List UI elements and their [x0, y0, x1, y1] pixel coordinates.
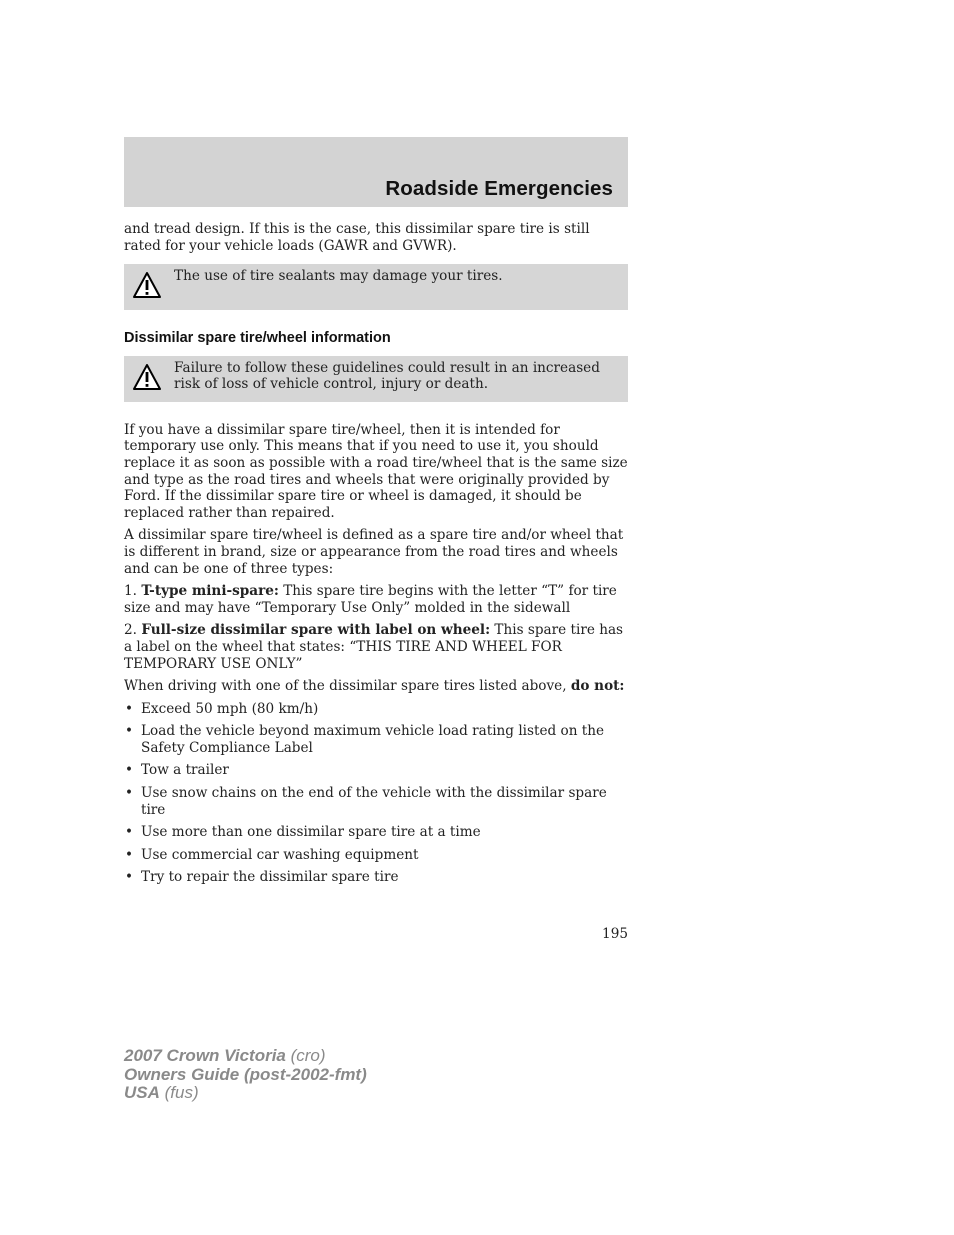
- list-item-text: Tow a trailer: [141, 762, 229, 779]
- warning-box-sealants: [124, 264, 628, 310]
- list-item: [124, 824, 628, 841]
- do-not-bold: do not:: [570, 678, 625, 695]
- document-footer: [124, 1047, 367, 1103]
- type-number: 1.: [124, 583, 137, 600]
- do-not-list: [124, 701, 628, 886]
- bullet-icon: •: [125, 869, 134, 886]
- footer-line-guide: [124, 1066, 367, 1085]
- bullet-icon: •: [125, 824, 134, 841]
- section-header-band: [124, 137, 628, 207]
- bullet-icon: •: [125, 785, 134, 802]
- list-item-text: Try to repair the dissimilar spare tire: [141, 869, 399, 886]
- footer-model-name: 2007 Crown Victoria: [124, 1046, 286, 1065]
- list-item: [124, 869, 628, 886]
- list-item-text: Exceed 50 mph (80 km/h): [141, 700, 319, 717]
- footer-region-name: USA: [124, 1083, 160, 1102]
- warning-text: Failure to follow these guidelines could result in an increased risk of loss of vehicle control, injury or death.: [174, 359, 600, 393]
- bullet-icon: •: [125, 700, 134, 717]
- section-heading: Dissimilar spare tire/wheel information: [124, 330, 391, 347]
- section-title: Roadside Emergencies: [385, 177, 613, 200]
- intro-paragraph: and tread design. If this is the case, this dissimilar spare tire is still rated for your vehicle loads (GAWR and GVWR).: [124, 221, 590, 254]
- type-text: This spare tire has a label on the wheel that states: “THIS TIRE AND WHEEL FOR TEMPORARY USE ONLY”: [124, 622, 624, 672]
- paragraph-definition: A dissimilar spare tire/wheel is defined as a spare tire and/or wheel that is different in brand, size or appearance from the road tires and wheels and can be one of three types:: [124, 527, 624, 577]
- warning-text: The use of tire sealants may damage your tires.: [174, 268, 503, 285]
- type-item-1: [124, 583, 628, 616]
- list-item-text: Load the vehicle beyond maximum vehicle load rating listed on the Safety Compliance Label: [141, 723, 605, 756]
- list-item-text: Use commercial car washing equipment: [141, 846, 419, 863]
- list-item-text: Use more than one dissimilar spare tire at a time: [141, 824, 481, 841]
- type-label: Full-size dissimilar spare with label on wheel:: [141, 622, 491, 639]
- type-text: This spare tire begins with the letter “T” for tire size and may have “Temporary Use Only” molded in the sidewall: [124, 583, 617, 616]
- footer-line-model: [124, 1047, 367, 1066]
- do-not-text: When driving with one of the dissimilar spare tires listed above,: [124, 678, 571, 695]
- type-number: 2.: [124, 622, 137, 639]
- warning-triangle-icon: [132, 271, 162, 299]
- bullet-icon: •: [125, 762, 134, 779]
- footer-guide-name: Owners Guide (post-2002-fmt): [124, 1064, 367, 1084]
- bullet-icon: •: [125, 723, 134, 740]
- list-item-text: Use snow chains on the end of the vehicle with the dissimilar spare tire: [141, 785, 607, 818]
- list-item: [124, 723, 628, 756]
- page-content: [124, 221, 628, 892]
- page-number: 195: [602, 926, 628, 942]
- do-not-intro: [124, 678, 628, 695]
- bullet-icon: •: [125, 846, 134, 863]
- list-item: [124, 762, 628, 779]
- footer-region-code: (fus): [159, 1083, 199, 1102]
- warning-triangle-icon: [132, 363, 162, 391]
- paragraph-temporary-use: If you have a dissimilar spare tire/wheel, then it is intended for temporary use only. This means that if you need to use it, you should replace it as soon as possible with a road tire/wheel that is the same size and type as the road tires and wheels that were originally provided by Ford. If the dissimilar spare tire or wheel is damaged, it should be replaced rather than repaired.: [124, 421, 628, 521]
- footer-model-code: (cro): [285, 1046, 326, 1065]
- list-item: [124, 785, 628, 818]
- type-label: T-type mini-spare:: [141, 583, 279, 600]
- list-item: [124, 847, 628, 864]
- footer-line-region: [124, 1084, 367, 1103]
- list-item: [124, 701, 628, 718]
- warning-box-guidelines: [124, 356, 628, 402]
- type-item-2: [124, 622, 628, 672]
